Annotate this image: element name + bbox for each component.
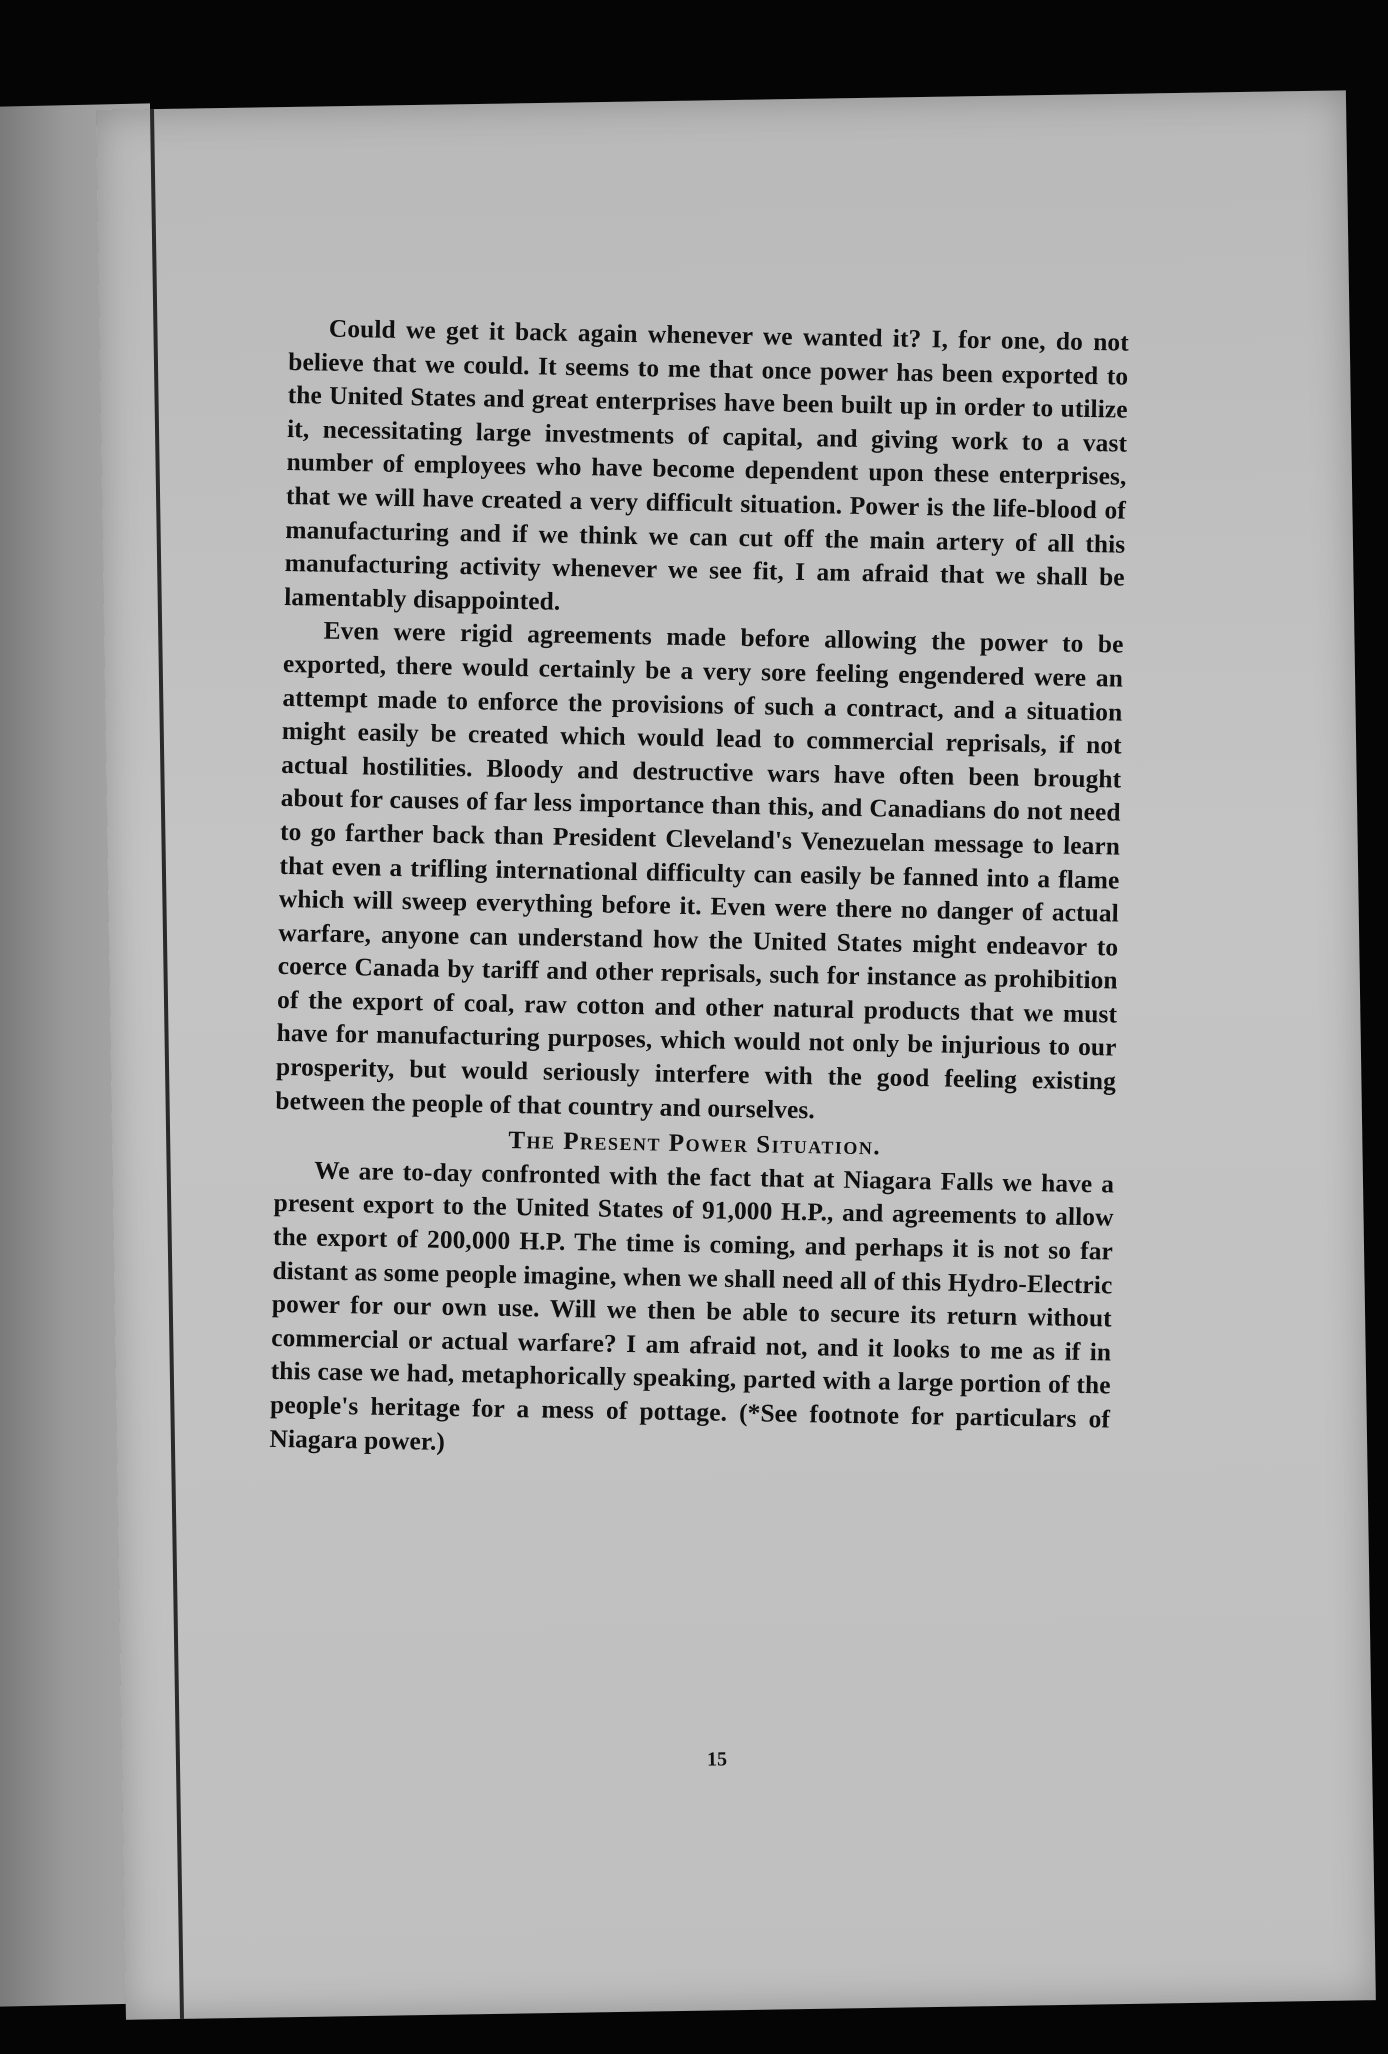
page-binding-line xyxy=(150,109,184,2019)
book-page xyxy=(96,90,1376,2019)
paragraph-1: Could we get it back again whenever we wanted it? I, for one, do not believe that we could. It seems to me that once power has been exported to the United States and great enterprises have been built up in order to utilize it, necessitating large investments of capital, and giving work to a vast number of employees who have become dependent upon these enterprises, that we will have created a very difficult situation. Power is the life-blood of manufacturing and if we think we can cut off the main artery of all this manufacturing activity whenever we see fit, I am afraid that we shall be lamentably disappointed. xyxy=(283,314,1130,616)
section-heading: The Present Power Situation. xyxy=(508,1127,882,1161)
page-number: 15 xyxy=(706,1748,728,1771)
paragraph-2: Even were rigid agreements made before allowing the power to be exported, there would certainly be a very sore feeling engendered were an attempt made to enforce the provisions of such a contract, and a situation might easily be created which would lead to commercial reprisals, if not actual hostilities. Bloody and destructive wars have often been brought about for causes of far less importance than this, and Canadians do not need to go farther back than President Cleveland's Venezuelan message to learn that even a trifling international difficulty can easily be fanned into a flame which will sweep everything before it. Even were there no danger of actual warfare, anyone can understand how the United States might endeavor to coerce Canada by tariff and other reprisals, such for instance as prohibition of the export of coal, raw cotton and other natural products that we must have for manufacturing purposes, which would not only be injurious to our prosperity, but would seriously interfere with the good feeling existing between the people of that country and ourselves. xyxy=(275,616,1124,1124)
page-text xyxy=(269,312,1129,1471)
paragraph-3: We are to-day confronted with the fact that at Niagara Falls we have a present export to the United States of 91,000 H.P., and agreements to allow the export of 200,000 H.P. The time is coming, and perhaps it is not so far distant as some people imagine, when we shall need all of this Hydro-Electric power for our own use. Will we then be able to secure its return without commercial or actual warfare? I am afraid not, and it looks to me as if in this case we had, metaphorically speaking, parted with a large portion of the people's heritage for a mess of pottage. (*See footnote for particulars of Niagara power.) xyxy=(269,1156,1115,1456)
